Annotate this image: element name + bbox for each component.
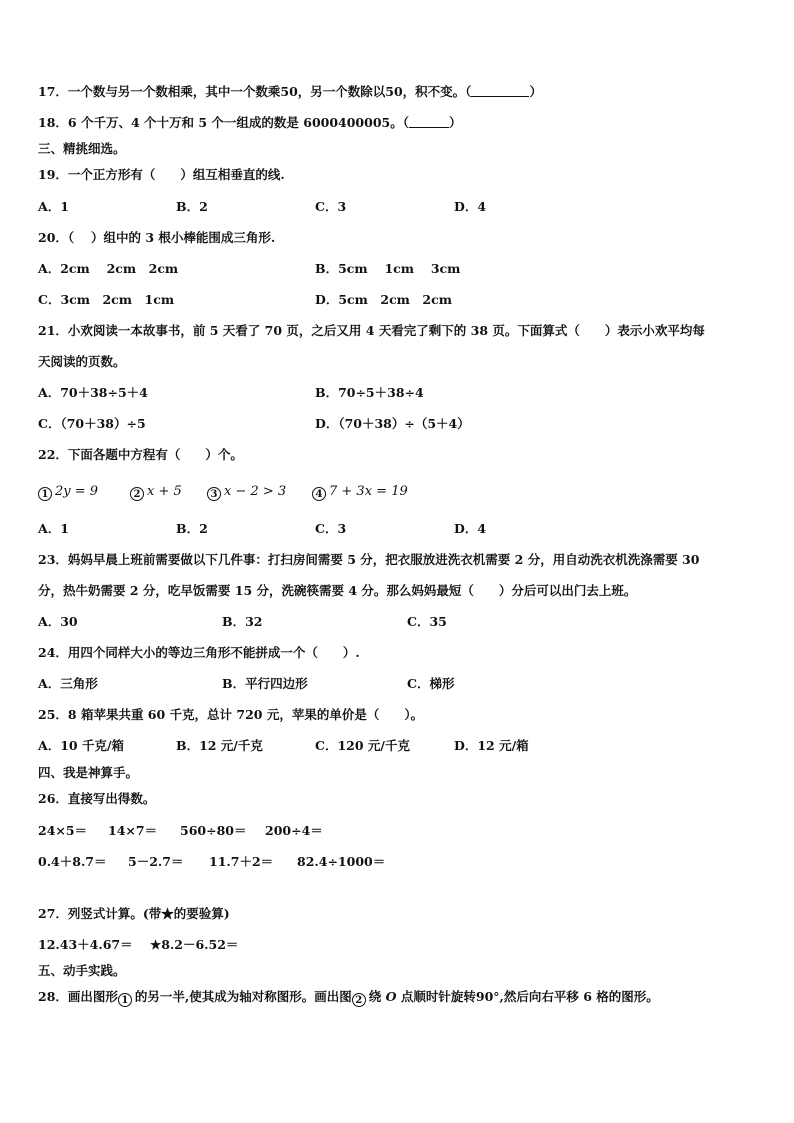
q28-part3: 绕 (368, 989, 386, 1004)
q25-option-b[interactable]: B．12 元/千克 (176, 738, 263, 753)
circled-number-4: 4 (312, 487, 326, 501)
q26-calc-7: 11.7＋2＝ (209, 854, 274, 869)
q19-option-c[interactable]: C．3 (315, 199, 347, 214)
q27-calc-2: ★8.2－6.52＝ (150, 937, 239, 952)
q26-calc-3: 560÷80＝ (180, 823, 247, 838)
question-18-text: 18．6 个千万、4 个十万和 5 个一组成的数是 6000400005。（ (38, 115, 409, 130)
q22-item-2-expr: x + 5 (147, 484, 182, 499)
question-27-stem: 27．列竖式计算。(带★的要验算) (38, 906, 230, 921)
q24-option-b[interactable]: B．平行四边形 (222, 676, 308, 691)
question-17-text: 17．一个数与另一个数相乘，其中一个数乘50，另一个数除以50，积不变。（ (38, 84, 472, 99)
q22-item-4-expr: 7 + 3x = 19 (329, 484, 408, 499)
q26-calc-6: 5－2.7＝ (128, 854, 184, 869)
circled-number-2: 2 (352, 993, 366, 1007)
question-19-stem: 19．一个正方形有（ ）组互相垂直的线. (38, 167, 285, 182)
q26-calc-1: 24×5＝ (38, 823, 88, 838)
question-24-stem: 24．用四个同样大小的等边三角形不能拼成一个（ ）. (38, 645, 360, 660)
question-17-close: ） (529, 84, 542, 99)
question-23-stem-line1: 23．妈妈早晨上班前需要做以下几件事：打扫房间需要 5 分，把衣服放进洗衣机需要 2 分，用自动洗衣机洗涤需要 30 (38, 552, 700, 567)
q23-option-b[interactable]: B．32 (222, 614, 263, 629)
q23-option-a[interactable]: A．30 (38, 614, 78, 629)
q26-calc-2: 14×7＝ (108, 823, 158, 838)
q22-option-b[interactable]: B．2 (176, 521, 208, 536)
q26-calc-4: 200÷4＝ (265, 823, 323, 838)
question-21-stem-line2: 天阅读的页数。 (38, 354, 126, 369)
q28-part1: 28．画出图形 (38, 989, 118, 1004)
q22-option-d[interactable]: D．4 (454, 521, 487, 536)
q28-part2: 的另一半,使其成为轴对称图形。画出图 (134, 989, 352, 1004)
question-26-stem: 26．直接写出得数。 (38, 791, 156, 806)
q26-calc-5: 0.4＋8.7＝ (38, 854, 107, 869)
q24-option-a[interactable]: A．三角形 (38, 676, 98, 691)
question-23-stem-line2: 分，热牛奶需要 2 分，吃早饭需要 15 分，洗碗筷需要 4 分。那么妈妈最短（ ）分后可以出门去上班。 (38, 583, 637, 598)
circled-number-3: 3 (207, 487, 221, 501)
q22-item-4 (312, 484, 408, 501)
q25-option-a[interactable]: A．10 千克/箱 (38, 738, 125, 753)
q23-option-c[interactable]: C．35 (407, 614, 447, 629)
section-5-heading: 五、动手实践。 (38, 963, 126, 978)
q21-option-b[interactable]: B．70÷5＋38÷4 (315, 385, 424, 400)
q21-option-a[interactable]: A．70＋38÷5＋4 (38, 385, 148, 400)
q22-item-2 (130, 484, 182, 501)
q22-option-c[interactable]: C．3 (315, 521, 347, 536)
question-22-stem: 22．下面各题中方程有（ ）个。 (38, 447, 243, 462)
answer-blank-17[interactable] (471, 84, 529, 97)
q22-item-3-expr: x − 2 > 3 (224, 484, 287, 499)
q22-item-3 (207, 484, 286, 501)
q19-option-d[interactable]: D．4 (454, 199, 487, 214)
q22-item-1 (38, 484, 98, 501)
q24-option-c[interactable]: C．梯形 (407, 676, 455, 691)
question-18 (38, 115, 764, 131)
q27-calc-1: 12.43＋4.67＝ (38, 937, 133, 952)
question-25-stem: 25．8 箱苹果共重 60 千克，总计 720 元，苹果的单价是（ ）。 (38, 707, 424, 722)
q20-option-b[interactable]: B．5cm 1cm 3cm (315, 261, 461, 276)
question-17 (38, 84, 764, 100)
circled-number-2: 2 (130, 487, 144, 501)
q28-point-o: O (385, 989, 397, 1004)
question-28 (38, 989, 764, 1007)
answer-blank-18[interactable] (409, 115, 449, 128)
section-4-heading: 四、我是神算手。 (38, 765, 139, 780)
q22-item-1-expr: 2y = 9 (55, 484, 99, 499)
circled-number-1: 1 (38, 487, 52, 501)
q19-option-a[interactable]: A．1 (38, 199, 69, 214)
q19-option-b[interactable]: B．2 (176, 199, 208, 214)
q20-option-c[interactable]: C．3cm 2cm 1cm (38, 292, 175, 307)
question-20-stem: 20．（ ）组中的 3 根小棒能围成三角形. (38, 230, 276, 245)
section-3-heading: 三、精挑细选。 (38, 141, 126, 156)
circled-number-1: 1 (118, 993, 132, 1007)
q25-option-c[interactable]: C．120 元/千克 (315, 738, 410, 753)
q22-option-a[interactable]: A．1 (38, 521, 69, 536)
question-18-close: ） (448, 115, 462, 130)
q20-option-d[interactable]: D．5cm 2cm 2cm (315, 292, 452, 307)
q26-calc-8: 82.4÷1000＝ (297, 854, 386, 869)
q25-option-d[interactable]: D．12 元/箱 (454, 738, 529, 753)
q20-option-a[interactable]: A．2cm 2cm 2cm (38, 261, 179, 276)
question-21-stem-line1: 21．小欢阅读一本故事书，前 5 天看了 70 页，之后又用 4 天看完了剩下的 38 页。下面算式（ ）表示小欢平均每 (38, 323, 705, 338)
q21-option-c[interactable]: C．（70＋38）÷5 (38, 416, 146, 431)
q28-part4: 点顺时针旋转90°,然后向右平移 6 格的图形。 (396, 989, 659, 1004)
q21-option-d[interactable]: D．（70＋38）÷（5＋4） (315, 416, 470, 431)
